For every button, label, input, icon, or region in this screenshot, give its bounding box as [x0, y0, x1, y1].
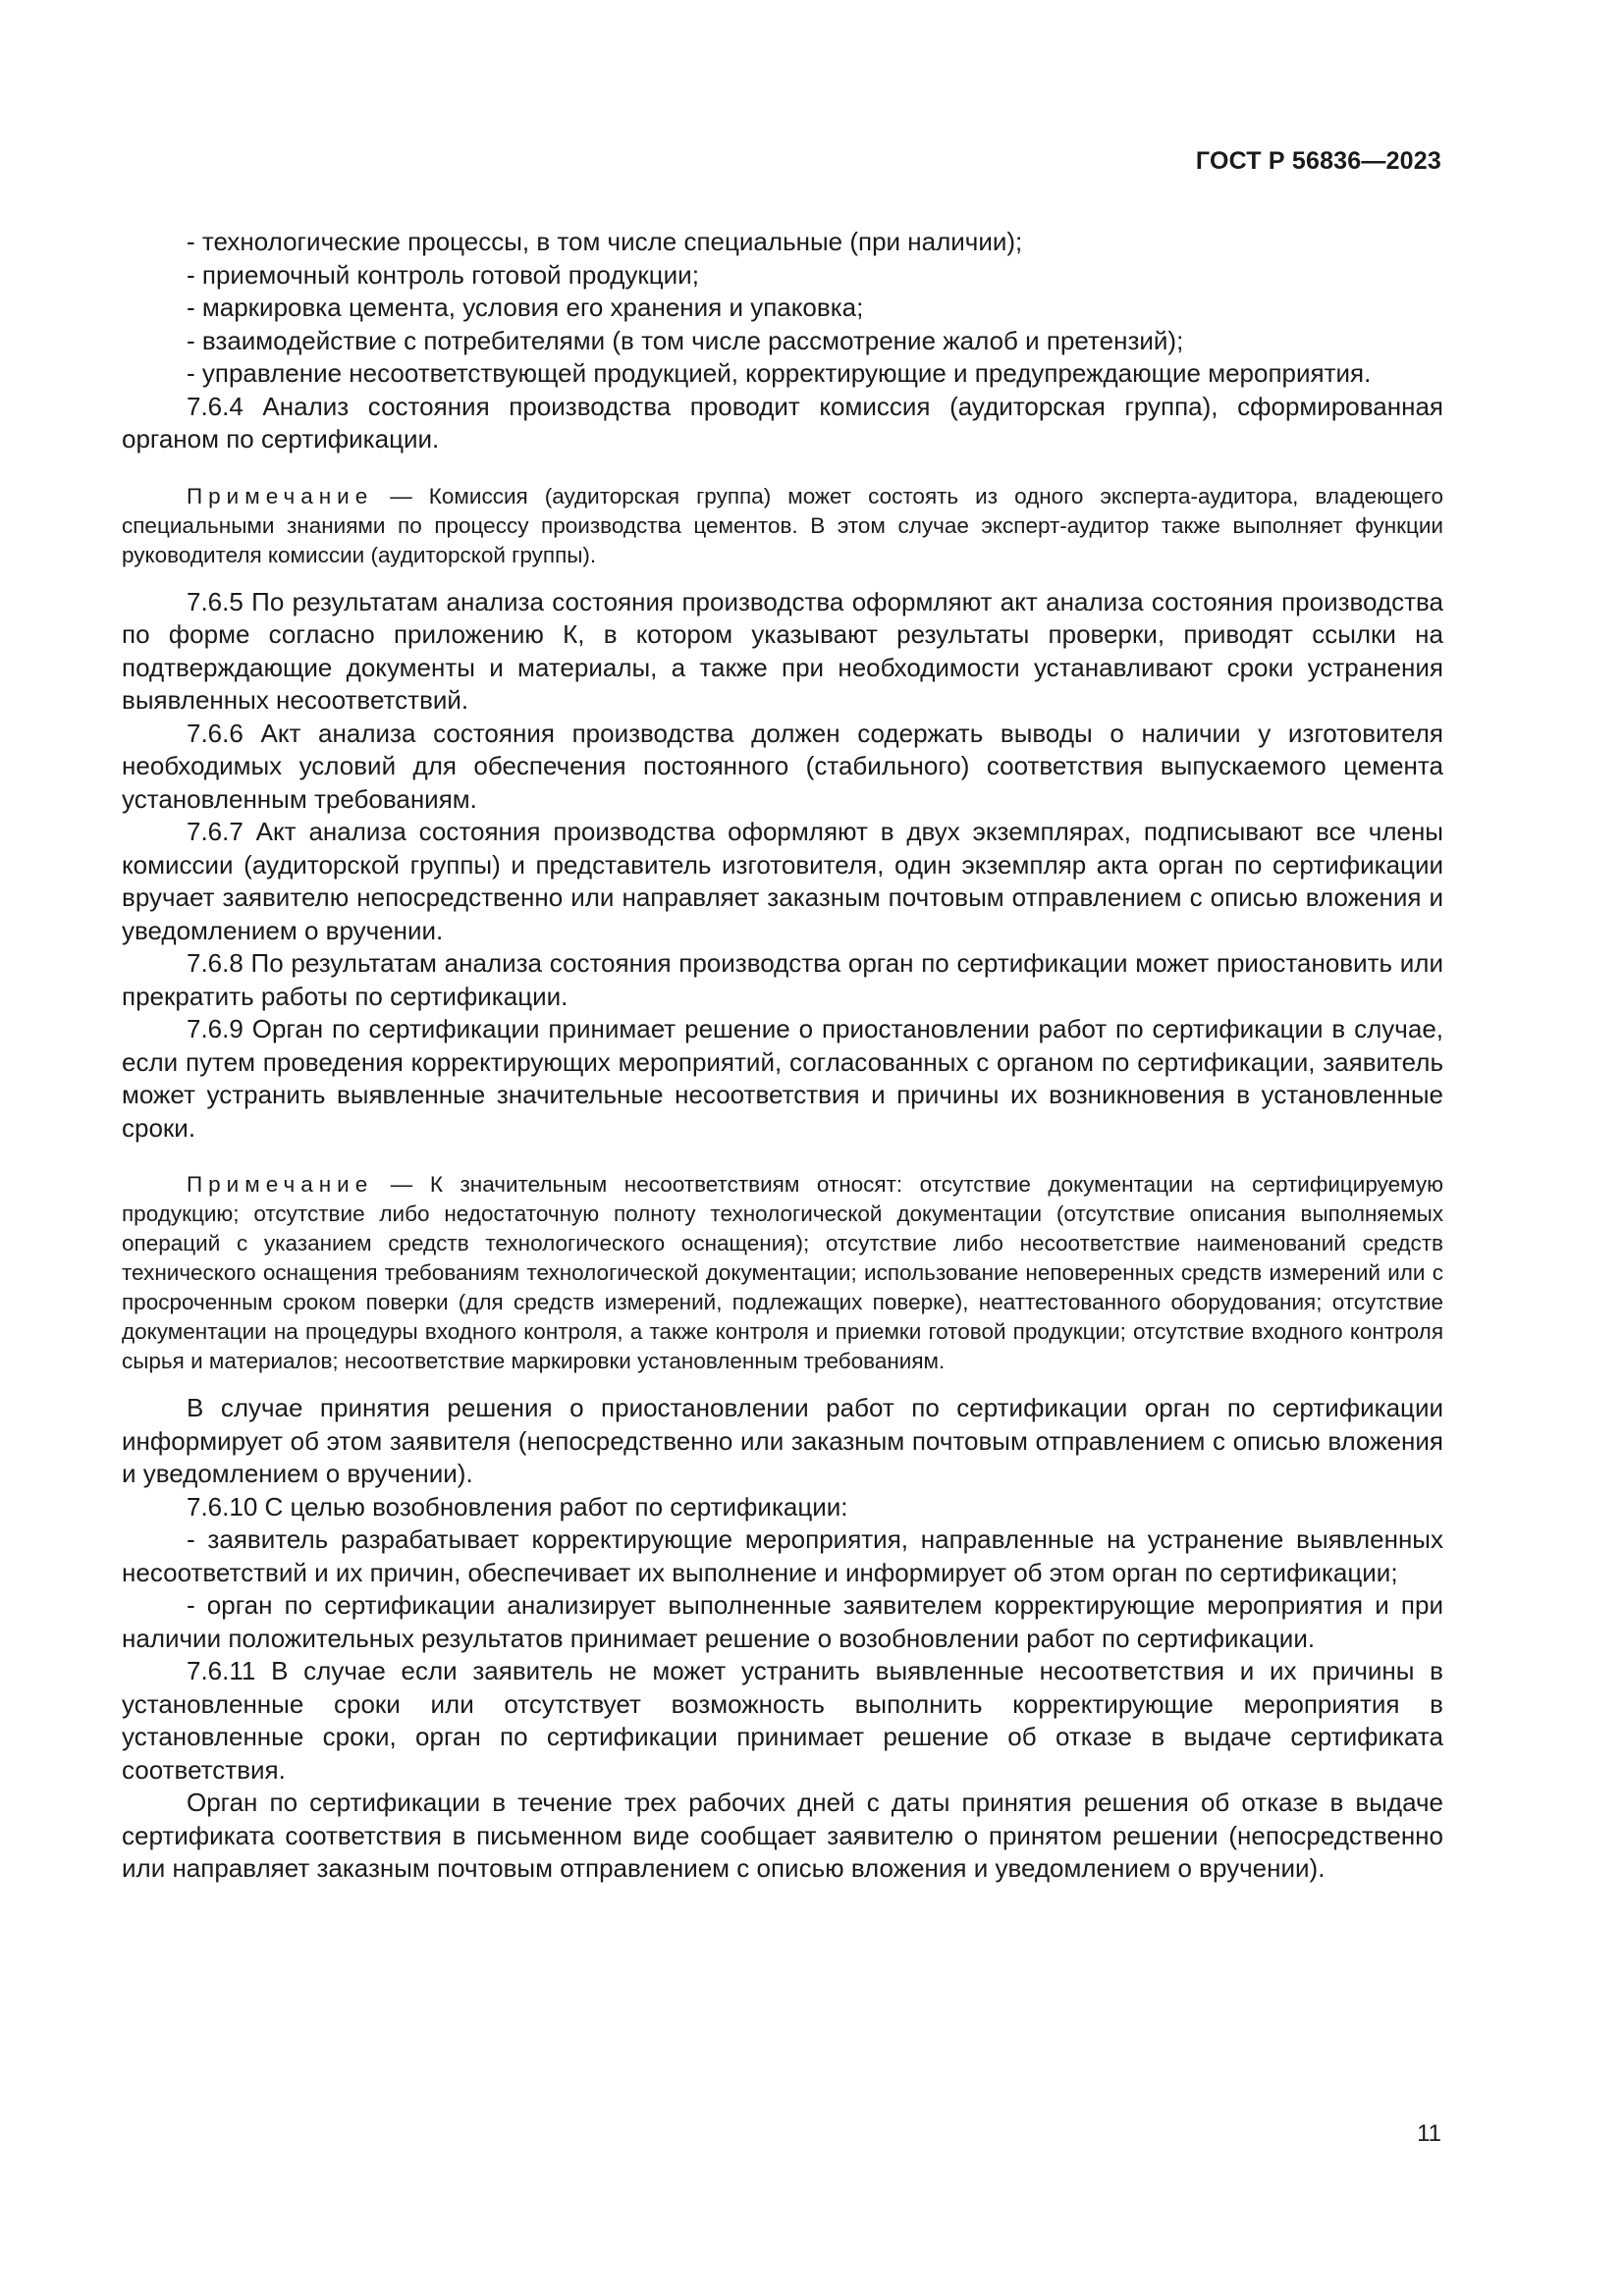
paragraph-refusal-notice: Орган по сертификации в течение трех рабочих дней с даты принятия решения об отказе в выдаче сертификата соответствия в письменном виде сообщает заявителю о принятом решении (непосредственно или направляет заказным почтовым отправлением с описью вложения и уведомлением о вручении).: [122, 1788, 1443, 1883]
page-body: [122, 226, 1443, 1886]
list-item: - управление несоответствующей продукцией, корректирующие и предупреждающие мероприятия.: [187, 358, 1372, 388]
list-item: - взаимодействие с потребителями (в том числе рассмотрение жалоб и претензий);: [187, 325, 1184, 355]
clause-7-6-7: 7.6.7 Акт анализа состояния производства оформляют в двух экземплярах, подписывают все члены комиссии (аудиторской группы) и представитель изготовителя, один экземпляр акта орган по сертификации вручает заявителю непосредственно или направляет заказным почтовым отправлением с описью вложения и уведомлением о вручении.: [122, 817, 1443, 945]
list-item: - технологические процессы, в том числе специальные (при наличии);: [187, 227, 1023, 256]
list-item: - орган по сертификации анализирует выполненные заявителем корректирующие мероприятия и при наличии положительных результатов принимает решение о возобновлении работ по сертификации.: [122, 1590, 1443, 1653]
note-label: Примечание: [187, 483, 374, 508]
clause-7-6-5: 7.6.5 По результатам анализа состояния производства оформляют акт анализа состояния производства по форме согласно приложению К, в котором указывают результаты проверки, приводят ссылки на подтверждающие документы и материалы, а также при необходимости устанавливают сроки устранения выявленных несоответствий.: [122, 586, 1443, 715]
clause-7-6-4: 7.6.4 Анализ состояния производства проводит комиссия (аудиторская группа), сформированная органом по сертификации.: [122, 391, 1443, 454]
note-commission: [122, 482, 1443, 570]
list-item: - заявитель разрабатывает корректирующие мероприятия, направленные на устранение выявленных несоответствий и их причин, обеспечивает их выполнение и информирует об этом орган по сертификации;: [122, 1524, 1443, 1587]
note-label: Примечание: [187, 1172, 374, 1197]
list-item: - приемочный контроль готовой продукции;: [187, 259, 699, 290]
paragraph-suspension-inform: В случае принятия решения о приостановлении работ по сертификации орган по сертификации информирует об этом заявителя (непосредственно или заказным почтовым отправлением с описью вложения и уведомлением о вручении).: [122, 1393, 1443, 1488]
list-item: - маркировка цемента, условия его хранения и упаковка;: [187, 293, 864, 322]
document-standard-number: ГОСТ Р 56836—2023: [1195, 147, 1441, 175]
clause-7-6-6: 7.6.6 Акт анализа состояния производства должен содержать выводы о наличии у изготовителя необходимых условий для обеспечения постоянного (стабильного) соответствия выпускаемого цемента установленным требованиям.: [122, 718, 1443, 814]
note-text: — К значительным несоответствиям относят: отсутствие документации на сертифицируемую продукцию; отсутствие либо недостаточную полноту технологической документации (отсутствие описания выполняемых операций с указанием средств технологического оснащения); отсутствие либо несоответствие наименований средств технического оснащения требованиям технологической документации; использование неповеренных средств измерений или с просроченным сроком поверки (для средств измерений, подлежащих поверке), неаттестованного оборудования; отсутствие документации на процедуры входного контроля, а также контроля и приемки готовой продукции; отсутствие входного контроля сырья и материалов; несоответствие маркировки установленным требованиям.: [122, 1172, 1443, 1373]
note-significant-nonconformities: [122, 1170, 1443, 1376]
page-number: 11: [1417, 2120, 1441, 2147]
clause-7-6-9: 7.6.9 Орган по сертификации принимает решение о приостановлении работ по сертификации в случае, если путем проведения корректирующих мероприятий, согласованных с органом по сертификации, заявитель может устранить выявленные значительные несоответствия и причины их возникновения в установленные сроки.: [122, 1014, 1443, 1143]
clause-7-6-8: 7.6.8 По результатам анализа состояния производства орган по сертификации может приостановить или прекратить работы по сертификации.: [122, 948, 1443, 1011]
clause-7-6-10: 7.6.10 С целью возобновления работ по сертификации:: [187, 1491, 848, 1522]
note-text: — Комиссия (аудиторская группа) может состоять из одного эксперта-аудитора, владеющего специальными знаниями по процессу производства цементов. В этом случае эксперт-аудитор также выполняет функции руководителя комиссии (аудиторской группы).: [122, 483, 1443, 567]
clause-7-6-11: 7.6.11 В случае если заявитель не может устранить выявленные несоответствия и их причины в установленные сроки или отсутствует возможность выполнить корректирующие мероприятия в установленные сроки, орган по сертификации принимает решение об отказе в выдаче сертификата соответствия.: [122, 1656, 1443, 1785]
